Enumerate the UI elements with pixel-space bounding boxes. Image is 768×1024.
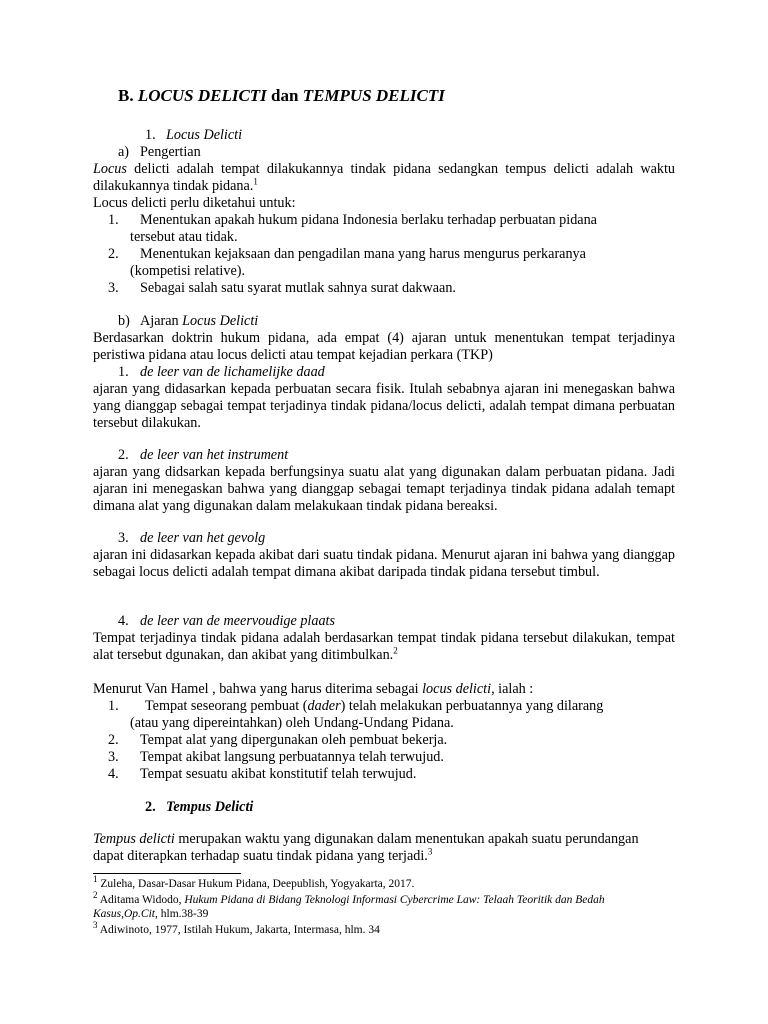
locus-number: 1. xyxy=(145,127,156,143)
ajaran-label: Ajaran xyxy=(140,313,179,329)
list-text-post: ) telah melakukan perbuatannya yang dilarang xyxy=(340,698,604,714)
definition-text: delicti adalah tempat dilakukannya tindak pidana sedangkan tempus delicti adalah waktu dilakukannya tindak pidana. xyxy=(93,161,676,194)
footnote-title: Hukum Pidana di Bidang Teknologi Informasi Cybercrime Law: Telaah Teoritik dan Bedah Kasus,Op.Cit xyxy=(93,894,605,920)
footnote-3 xyxy=(93,920,653,937)
ajaran-term: Locus Delicti xyxy=(182,313,259,329)
list-text-term: dader xyxy=(307,698,341,714)
list-number: 1. xyxy=(108,212,119,228)
footnote-2 xyxy=(93,890,633,921)
hamel-term: locus delicti xyxy=(422,681,492,697)
list-text: Tempat alat yang dipergunakan oleh pembuat bekerja. xyxy=(140,732,448,748)
list-text xyxy=(145,698,603,715)
hamel-intro-post: , ialah : xyxy=(491,681,534,697)
teaching-text-body: Tempat terjadinya tindak pidana adalah berdasarkan tempat tindak pidana tersebut dilakukan, tempat alat tersebut dgunakan, dan akibat yang ditimbulkan. xyxy=(93,630,675,663)
heading-mid: dan xyxy=(271,86,299,105)
footnote-text: Zuleha, Dasar-Dasar Hukum Pidana, Deepublish, Yogyakarta, 2017. xyxy=(100,878,415,890)
tempus-text: merupakan waktu yang digunakan dalam menentukan apakah suatu perundangan dapat diterapkan terhadap suatu tindak pidana yang terjadi. xyxy=(93,831,639,864)
teaching-title: de leer van het instrument xyxy=(140,447,289,463)
list-number: 3. xyxy=(108,749,119,765)
definition-term: Locus xyxy=(93,161,127,177)
footnote-1 xyxy=(93,874,653,891)
list-number: 1. xyxy=(108,698,119,714)
tempus-title-wrap xyxy=(166,799,253,816)
heading-prefix: B. xyxy=(118,86,134,105)
tempus-number: 2. xyxy=(145,799,156,815)
footnote-number: 2 xyxy=(93,890,98,901)
footnote-text: Adiwinoto, 1977, Istilah Hukum, Jakarta, Intermasa, hlm. 34 xyxy=(99,924,380,936)
list-text: Tempat akibat langsung perbuatannya telah terwujud. xyxy=(140,749,444,765)
teaching-text: ajaran ini didasarkan kepada akibat dari suatu tindak pidana. Menurut ajaran ini bahwa yang dianggap sebagai locus delicti adalah tempat dimana akibat daripada tindak pidana tersebut timbul. xyxy=(93,547,675,580)
list-text: Menentukan kejaksaan dan pengadilan mana yang harus mengurus perkaranya xyxy=(140,246,586,262)
hamel-intro xyxy=(93,681,675,698)
pengertian-label: Pengertian xyxy=(140,144,201,160)
teaching-title: de leer van de meervoudige plaats xyxy=(140,613,336,629)
footnote-ref-2: 2 xyxy=(393,645,398,656)
list-number: 4. xyxy=(108,766,119,782)
list-number: 2. xyxy=(108,246,119,262)
ajaran-marker: b) xyxy=(118,313,130,329)
teaching-text: ajaran yang didasarkan kepada perbuatan secara fisik. Itulah sebabnya ajaran ini menegaskan bahwa yang dianggap sebagai tempat terjadinya tindak pidana/locus delicti, adalah tempat dimana perbuatan tersebut dilakukan. xyxy=(93,381,675,431)
ajaran-intro: Berdasarkan doktrin hukum pidana, ada empat (4) ajaran untuk menentukan tempat terjadinya peristiwa pidana atau locus delicti atau tempat kejadian perkara (TKP) xyxy=(93,330,675,363)
list-text: Sebagai salah satu syarat mutlak sahnya surat dakwaan. xyxy=(140,280,456,296)
footnote-number: 1 xyxy=(93,874,98,885)
section-heading xyxy=(118,86,445,106)
teaching-number: 3. xyxy=(118,530,129,546)
locus-purpose-intro: Locus delicti perlu diketahui untuk: xyxy=(93,195,296,211)
tempus-definition xyxy=(93,831,653,865)
list-text-cont: (atau yang dipereintahkan) oleh Undang-Undang Pidana. xyxy=(130,715,454,731)
footnote-pages: , hlm.38-39 xyxy=(155,908,209,920)
heading-part1: LOCUS DELICTI xyxy=(137,86,267,105)
heading-part2: TEMPUS DELICTI xyxy=(302,86,445,105)
teaching-title: de leer van de lichamelijke daad xyxy=(140,364,325,380)
footnote-ref-3: 3 xyxy=(427,846,433,857)
footnote-ref-1: 1 xyxy=(253,176,258,187)
hamel-intro-pre: Menurut Van Hamel , bahwa yang harus diterima sebagai xyxy=(93,681,419,697)
list-text: Menentukan apakah hukum pidana Indonesia berlaku terhadap perbuatan pidana xyxy=(140,212,597,228)
footnote-author: Aditama Widodo, xyxy=(99,894,182,906)
list-number: 3. xyxy=(108,280,119,296)
locus-title: Locus Delicti xyxy=(166,127,243,143)
teaching-title: de leer van het gevolg xyxy=(140,530,266,546)
footnote-separator xyxy=(93,873,241,874)
list-text-pre: Tempat seseorang pembuat ( xyxy=(145,698,308,714)
footnote-number: 3 xyxy=(93,920,98,931)
list-number: 2. xyxy=(108,732,119,748)
locus-definition xyxy=(93,161,675,195)
tempus-title: Tempus Delicti xyxy=(166,799,254,815)
list-text-cont: (kompetisi relative). xyxy=(130,263,246,279)
teaching-text xyxy=(93,630,675,664)
tempus-term: Tempus delicti xyxy=(93,831,175,847)
ajaran-label-wrap xyxy=(140,313,258,330)
list-text-cont: tersebut atau tidak. xyxy=(130,229,238,245)
teaching-number: 1. xyxy=(118,364,129,380)
teaching-text: ajaran yang didsarkan kepada berfungsinya suatu alat yang digunakan dalam perbuatan pidana. Jadi ajaran ini menegaskan bahwa yang dianggap sebagai temapt terjadinya tindak pidana adalah temapt dimana alat yang digunakan dalam melakukaan tindak pidana bereaksi. xyxy=(93,464,675,514)
teaching-number: 4. xyxy=(118,613,129,629)
pengertian-marker: a) xyxy=(118,144,130,160)
teaching-number: 2. xyxy=(118,447,129,463)
list-text: Tempat sesuatu akibat konstitutif telah terwujud. xyxy=(140,766,417,782)
